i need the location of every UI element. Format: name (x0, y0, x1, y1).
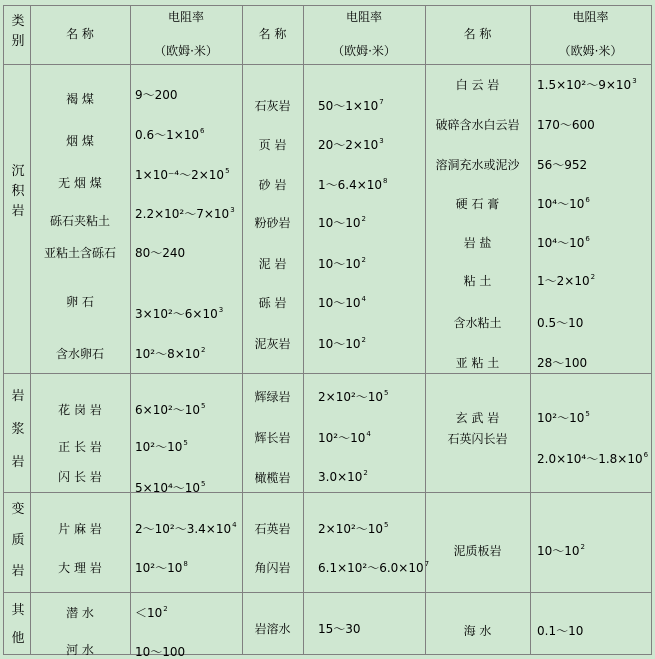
resistivity-base: 2.2×10²～7×10 (135, 207, 230, 221)
resistivity-exponent: 5 (201, 480, 206, 488)
rock-name: 片 麻 岩 (58, 522, 102, 536)
resistivity-exponent: 2 (580, 543, 586, 551)
resistivity-exponent: 3 (218, 306, 224, 314)
resistivity-base: 170～600 (537, 118, 595, 132)
rock-name: 砾石夹粘土 (49, 214, 110, 228)
grid-line (303, 5, 304, 655)
rock-name: 石灰岩 (254, 99, 291, 113)
resistivity-base: 10²～10 (135, 440, 183, 454)
resistivity-base: 2×10²～10 (318, 390, 384, 404)
rock-name: 溶洞充水或泥沙 (435, 158, 520, 172)
resistivity-base: 10～10 (318, 296, 361, 310)
rock-name: 闪 长 岩 (58, 470, 102, 484)
resistivity-exponent: 4 (232, 521, 237, 529)
resistivity-exponent: 5 (585, 410, 590, 418)
resistivity-exponent: 6 (585, 196, 590, 204)
resistivity-exponent: 8 (383, 177, 388, 185)
resistivity-base: 6.1×10²～6.0×10 (318, 561, 424, 575)
resistivity-value (537, 78, 637, 92)
resistivity-exponent: 5 (384, 521, 389, 529)
rock-name: 粘 土 (463, 274, 492, 288)
rock-name: 含水粘土 (453, 316, 502, 330)
rock-name: 潜 水 (66, 606, 94, 620)
resistivity-value (135, 246, 185, 260)
resistivity-exponent: 4 (366, 430, 371, 438)
rock-name: 含水卵石 (55, 347, 104, 361)
resistivity-exponent: 5 (384, 389, 389, 397)
category-igneous: 岩浆岩 (11, 389, 25, 470)
rock-name: 页 岩 (258, 138, 287, 152)
grid-line (3, 5, 651, 6)
resistivity-base: 10～10 (318, 216, 361, 230)
resistivity-value (537, 316, 583, 330)
grid-line (651, 5, 652, 655)
resistivity-value (318, 390, 389, 404)
header-unit: （欧姆·米） (332, 44, 396, 58)
resistivity-exponent: 5 (225, 167, 230, 175)
grid-line (3, 64, 651, 65)
grid-line (530, 5, 531, 655)
resistivity-value (318, 296, 366, 310)
resistivity-exponent: 2 (201, 346, 206, 354)
resistivity-base: 0.5～10 (537, 316, 584, 330)
rock-name: 石英闪长岩 (447, 432, 508, 446)
resistivity-value (537, 236, 590, 250)
resistivity-base: 0.1～10 (537, 624, 584, 638)
resistivity-base: 1～6.4×10 (318, 178, 383, 192)
rock-name: 砂 岩 (258, 178, 287, 192)
resistivity-exponent: 2 (363, 469, 368, 477)
rock-name: 岩溶水 (254, 622, 291, 636)
resistivity-value (135, 307, 223, 321)
resistivity-base: 2.0×10⁴～1.8×10 (537, 452, 643, 466)
resistivity-exponent: 4 (361, 295, 367, 303)
resistivity-exponent: 6 (200, 127, 205, 135)
resistivity-base: 20～2×10 (318, 138, 379, 152)
header-name: 名 称 (463, 27, 492, 41)
resistivity-base: 9～200 (135, 88, 178, 102)
resistivity-value (135, 440, 188, 454)
resistivity-exponent: 7 (424, 560, 430, 568)
resistivity-exponent: 3 (632, 77, 637, 85)
resistivity-value (135, 207, 235, 221)
resistivity-value (318, 216, 366, 230)
resistivity-base: 50～1×10 (318, 99, 379, 113)
resistivity-exponent: 2 (163, 605, 168, 613)
header-unit: （欧姆·米） (558, 44, 623, 58)
resistivity-base: 2×10²～10 (318, 522, 384, 536)
rock-name: 泥质板岩 (453, 544, 502, 558)
resistivity-base: 10²～8×10 (135, 347, 201, 361)
resistivity-value (318, 522, 389, 536)
resistivity-base: 10²～10 (318, 431, 366, 445)
grid-line (3, 492, 651, 493)
resistivity-value (135, 561, 188, 575)
resistivity-base: 15～30 (318, 622, 361, 636)
rock-name: 硬 石 膏 (455, 197, 500, 211)
resistivity-value (135, 128, 205, 142)
rock-name: 亚 粘 土 (455, 356, 500, 370)
header-unit: （欧姆·米） (154, 44, 218, 58)
grid-line (130, 5, 131, 655)
rock-name: 泥 岩 (258, 257, 287, 271)
resistivity-value (537, 544, 585, 558)
resistivity-value (537, 624, 583, 638)
grid-line (3, 373, 651, 374)
resistivity-base: 10⁴～10 (537, 197, 585, 211)
resistivity-value (135, 606, 168, 620)
resistivity-base: 6×10²～10 (135, 403, 201, 417)
resistivity-value (135, 168, 230, 182)
resistivity-base: 10²～10 (135, 561, 183, 575)
rock-name: 海 水 (463, 624, 492, 638)
resistivity-exponent: 3 (379, 137, 384, 145)
resistivity-value (537, 356, 587, 370)
rock-name: 辉长岩 (254, 431, 291, 445)
resistivity-base: 10～10 (318, 257, 361, 271)
resistivity-base: 10～100 (135, 645, 186, 659)
resistivity-exponent: 5 (201, 402, 206, 410)
resistivity-value (537, 158, 587, 172)
resistivity-exponent: 2 (361, 215, 367, 223)
category-other: 其他 (11, 603, 25, 646)
rock-name: 泥灰岩 (254, 337, 291, 351)
resistivity-value (537, 118, 595, 132)
resistivity-value (318, 431, 371, 445)
resistivity-base: 10⁴～10 (537, 236, 585, 250)
category-metamorphic: 变质岩 (11, 502, 25, 579)
resistivity-value (135, 403, 206, 417)
resistivity-value (537, 274, 595, 288)
rock-name: 辉绿岩 (254, 390, 291, 404)
rock-name: 烟 煤 (66, 134, 94, 148)
rock-name: 褐 煤 (66, 92, 94, 106)
rock-name: 河 水 (66, 643, 94, 657)
rock-name: 白 云 岩 (455, 78, 500, 92)
category-sedimentary: 沉积岩 (11, 164, 25, 219)
rock-name: 破碎含水白云岩 (435, 118, 520, 132)
resistivity-exponent: 5 (183, 439, 188, 447)
resistivity-exponent: 7 (379, 98, 384, 106)
rock-name: 玄 武 岩 (455, 411, 500, 425)
resistivity-base: ＜10 (135, 606, 163, 620)
rock-name: 角闪岩 (254, 561, 291, 575)
resistivity-base: 28～100 (537, 356, 588, 370)
resistivity-base: 1×10⁻⁴～2×10 (135, 168, 225, 182)
rock-name: 橄榄岩 (254, 471, 291, 485)
resistivity-exponent: 2 (361, 336, 367, 344)
resistivity-value (318, 99, 384, 113)
header-category: 类别 (11, 14, 25, 49)
rock-name: 岩 盐 (463, 236, 492, 250)
resistivity-value (537, 411, 590, 425)
resistivity-value (318, 178, 388, 192)
resistivity-value (318, 622, 361, 636)
resistivity-exponent: 2 (361, 256, 367, 264)
rock-name: 粉砂岩 (254, 216, 291, 230)
header-name: 名 称 (66, 27, 94, 41)
resistivity-exponent: 8 (183, 560, 188, 568)
rock-name: 正 长 岩 (58, 440, 102, 454)
resistivity-value (135, 88, 178, 102)
rock-name: 大 理 岩 (58, 561, 102, 575)
resistivity-value (318, 138, 384, 152)
resistivity-base: 3×10²～6×10 (135, 307, 218, 321)
resistivity-base: 10～10 (537, 544, 580, 558)
resistivity-value (135, 347, 206, 361)
grid-line (3, 592, 651, 593)
resistivity-exponent: 2 (590, 273, 596, 281)
resistivity-value (318, 337, 366, 351)
rock-name: 石英岩 (254, 522, 291, 536)
resistivity-value (318, 257, 366, 271)
resistivity-value (537, 452, 648, 466)
resistivity-exponent: 6 (585, 235, 590, 243)
rock-name: 花 岗 岩 (58, 403, 102, 417)
rock-name: 亚粘土含砾石 (43, 246, 116, 260)
resistivity-base: 0.6～1×10 (135, 128, 200, 142)
header-resistivity: 电阻率 (167, 10, 204, 24)
grid-line (3, 5, 4, 655)
resistivity-value (318, 561, 429, 575)
resistivity-base: 1.5×10²～9×10 (537, 78, 632, 92)
resistivity-base: 80～240 (135, 246, 186, 260)
resistivity-base: 2～10²～3.4×10 (135, 522, 232, 536)
header-resistivity: 电阻率 (345, 10, 382, 24)
resistivity-base: 56～952 (537, 158, 588, 172)
resistivity-exponent: 6 (643, 451, 649, 459)
resistivity-value (537, 197, 590, 211)
resistivity-base: 10²～10 (537, 411, 585, 425)
resistivity-base: 1～2×10 (537, 274, 590, 288)
header-name: 名 称 (258, 27, 287, 41)
rock-name: 无 烟 煤 (58, 176, 102, 190)
resistivity-value (135, 522, 237, 536)
resistivity-exponent: 3 (230, 206, 235, 214)
header-resistivity: 电阻率 (572, 10, 609, 24)
resistivity-value (318, 470, 368, 484)
rock-name: 卵 石 (66, 295, 94, 309)
resistivity-base: 3.0×10 (318, 470, 363, 484)
resistivity-base: 10～10 (318, 337, 361, 351)
rock-name: 砾 岩 (258, 296, 287, 310)
resistivity-value (135, 481, 206, 495)
resistivity-base: 5×10⁴～10 (135, 481, 201, 495)
